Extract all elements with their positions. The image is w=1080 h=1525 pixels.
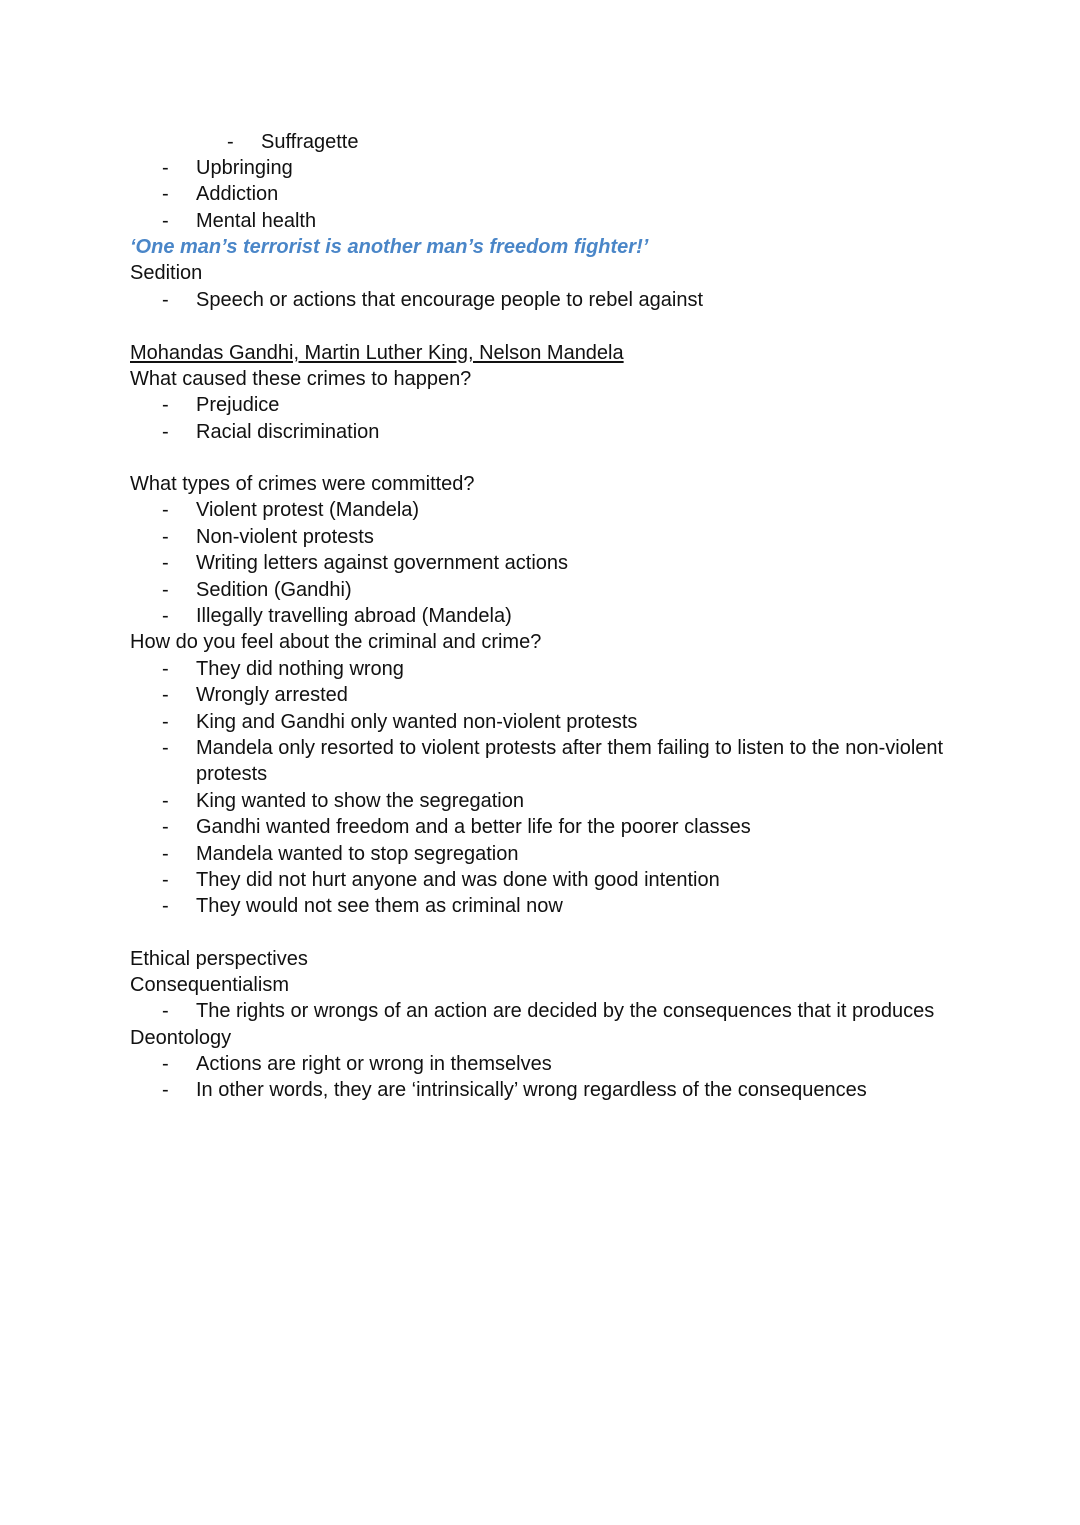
list-item: [162, 155, 962, 181]
leaders-heading: Mohandas Gandhi, Martin Luther King, Nelson Mandela: [130, 342, 624, 364]
deontology-heading: Deontology: [130, 1027, 232, 1049]
list-item: [162, 524, 962, 550]
bullet-dash: -: [162, 526, 169, 548]
list-item-text: Racial discrimination: [196, 421, 380, 443]
list-item-text: Writing letters against government actions: [196, 552, 569, 574]
list-item-text: Suffragette: [261, 131, 359, 153]
list-item: [162, 181, 962, 207]
list-item: [162, 550, 962, 576]
list-item: [162, 867, 962, 893]
list-item: [162, 208, 962, 234]
list-item: [162, 682, 962, 708]
list-item: [162, 841, 962, 867]
list-item-text: Illegally travelling abroad (Mandela): [196, 605, 512, 627]
consequentialism-heading: Consequentialism: [130, 974, 289, 996]
bullet-dash: -: [162, 1000, 169, 1022]
list-item-text: Wrongly arrested: [196, 684, 348, 706]
bullet-dash: -: [162, 157, 169, 179]
list-item-text: In other words, they are ‘intrinsically’ wrong regardless of the consequences: [196, 1079, 867, 1101]
list-item-text: Non-violent protests: [196, 526, 374, 548]
list-item: [162, 814, 962, 840]
list-item: [162, 735, 962, 788]
list-item-text: Upbringing: [196, 157, 293, 179]
bullet-dash: -: [162, 394, 169, 416]
bullet-dash: -: [162, 210, 169, 232]
list-item-text: Sedition (Gandhi): [196, 579, 352, 601]
list-item-text: The rights or wrongs of an action are decided by the consequences that it produces: [196, 1000, 935, 1022]
bullet-dash: -: [162, 183, 169, 205]
list-item-text: They did not hurt anyone and was done with good intention: [196, 869, 720, 891]
bullet-dash: -: [162, 552, 169, 574]
bullet-dash: -: [162, 895, 169, 917]
list-item: [162, 497, 962, 523]
question-causes: What caused these crimes to happen?: [130, 368, 472, 390]
bullet-dash: -: [162, 499, 169, 521]
bullet-dash: -: [162, 684, 169, 706]
list-item-text: Mandela wanted to stop segregation: [196, 843, 519, 865]
list-item-text: King and Gandhi only wanted non-violent protests: [196, 711, 638, 733]
list-item-text: They would not see them as criminal now: [196, 895, 563, 917]
list-item-text: They did nothing wrong: [196, 658, 404, 680]
ethics-heading: Ethical perspectives: [130, 948, 308, 970]
list-item: [162, 998, 962, 1024]
quote: ‘One man’s terrorist is another man’s freedom fighter!’: [130, 236, 649, 258]
bullet-dash: -: [162, 869, 169, 891]
bullet-dash: -: [162, 737, 169, 759]
bullet-dash: -: [162, 421, 169, 443]
list-item-text: Speech or actions that encourage people to rebel against: [196, 289, 704, 311]
list-item: [162, 603, 962, 629]
bullet-dash: -: [162, 790, 169, 812]
list-item-text: Mandela only resorted to violent protests after them failing to listen to the non-violent protests: [196, 737, 944, 786]
bullet-dash: -: [162, 711, 169, 733]
list-item: [227, 129, 1027, 155]
list-item-text: Violent protest (Mandela): [196, 499, 420, 521]
list-item-text: Prejudice: [196, 394, 280, 416]
list-item: [162, 419, 962, 445]
list-item: [162, 577, 962, 603]
list-item: [162, 709, 962, 735]
bullet-dash: -: [162, 605, 169, 627]
bullet-dash: -: [162, 289, 169, 311]
list-item: [162, 392, 962, 418]
question-types: What types of crimes were committed?: [130, 473, 475, 495]
list-item-text: Actions are right or wrong in themselves: [196, 1053, 552, 1075]
list-item: [162, 788, 962, 814]
list-item: [162, 893, 962, 919]
sedition-heading: Sedition: [130, 262, 203, 284]
bullet-dash: -: [162, 843, 169, 865]
bullet-dash: -: [162, 658, 169, 680]
list-item: [162, 656, 962, 682]
list-item-text: Mental health: [196, 210, 317, 232]
list-item-text: Gandhi wanted freedom and a better life for the poorer classes: [196, 816, 751, 838]
bullet-dash: -: [162, 1053, 169, 1075]
bullet-dash: -: [227, 131, 234, 153]
list-item: [162, 287, 962, 313]
bullet-dash: -: [162, 1079, 169, 1101]
list-item: [162, 1077, 962, 1103]
bullet-dash: -: [162, 579, 169, 601]
list-item: [162, 1051, 962, 1077]
question-feelings: How do you feel about the criminal and crime?: [130, 631, 542, 653]
list-item-text: King wanted to show the segregation: [196, 790, 524, 812]
list-item-text: Addiction: [196, 183, 279, 205]
bullet-dash: -: [162, 816, 169, 838]
